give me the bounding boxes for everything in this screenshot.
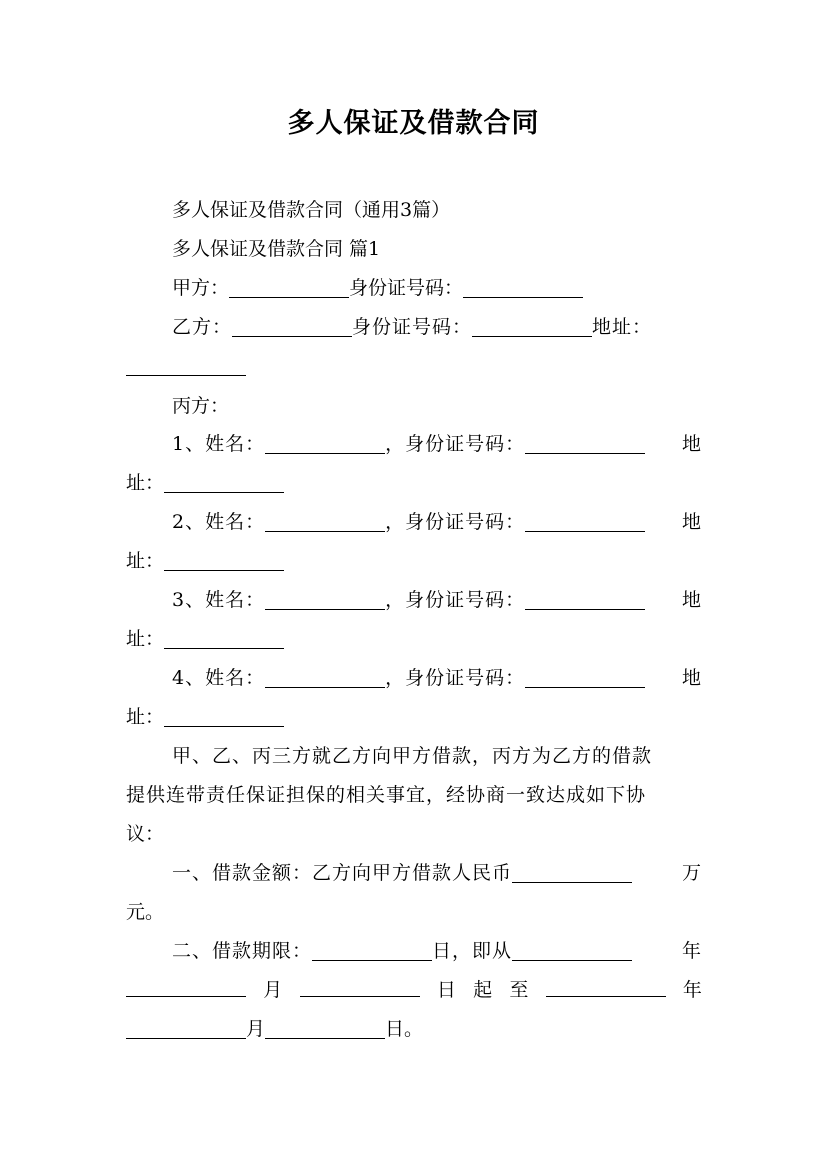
guarantor-1-line [126, 424, 702, 464]
party-b-addr-blank [126, 349, 246, 376]
guarantor-2-line [126, 502, 702, 542]
guarantor-no: 4 [172, 667, 186, 689]
party-b-id-blank [472, 310, 592, 337]
zhi-label: 至 [509, 979, 529, 1001]
year-label: 年 [681, 940, 702, 962]
qi-label: 起 [473, 979, 493, 1001]
id-label: ，身份证号码： [385, 511, 526, 533]
addr-label-a: 地 [681, 433, 702, 455]
day-label: 日。 [385, 1018, 424, 1040]
addr-label-a: 地 [681, 511, 702, 533]
addr-label-b: 址： [126, 550, 165, 572]
party-a-id-label: 身份证号码： [349, 277, 464, 299]
intro-line-2: 提供连带责任保证担保的相关事宜，经协商一致达成如下协 [126, 784, 647, 806]
clause-1-end: 元。 [126, 901, 165, 923]
start-month-blank [126, 970, 246, 997]
party-a-name-blank [229, 271, 349, 298]
clause-2-line-3 [126, 1009, 702, 1049]
party-b-label: 乙方： [172, 316, 233, 338]
clause-2-text: 二、借款期限： [172, 940, 313, 962]
start-year-blank [512, 934, 632, 961]
guarantor-4-line [126, 658, 702, 698]
days-blank [312, 934, 432, 961]
end-month-blank [126, 1012, 246, 1039]
from-label: ，即从 [452, 940, 513, 962]
guarantor-2-addr-line [126, 541, 702, 581]
name-blank [265, 427, 385, 454]
addr-label-b: 址： [126, 706, 165, 728]
clause-2-line-2 [126, 970, 702, 1010]
name-label: 、姓名： [185, 511, 266, 533]
clause-1-line [126, 853, 702, 893]
clause-2-line [126, 931, 702, 971]
party-c-label: 丙方： [172, 395, 230, 417]
guarantor-no: 1 [172, 433, 186, 455]
month-label: 月 [263, 979, 283, 1001]
party-a-label: 甲方： [172, 277, 230, 299]
start-day-blank [300, 970, 420, 997]
end-year-blank [546, 970, 666, 997]
id-blank [525, 505, 645, 532]
clause-1-unit: 万 [681, 862, 702, 884]
addr-blank [164, 622, 284, 649]
id-blank [525, 583, 645, 610]
party-b-name-blank [232, 310, 352, 337]
party-b-line [126, 307, 702, 347]
amount-blank [512, 856, 632, 883]
section-heading: 多人保证及借款合同 篇1 [172, 238, 381, 260]
party-b-id-label: 身份证号码： [352, 316, 473, 338]
intro-line-1: 甲、乙、丙三方就乙方向甲方借款，丙方为乙方的借款 [172, 745, 653, 767]
addr-label-b: 址： [126, 628, 165, 650]
month-label: 月 [246, 1018, 266, 1040]
addr-label-a: 地 [681, 667, 702, 689]
subtitle: 多人保证及借款合同（通用3篇） [172, 199, 451, 221]
clause-1-text: 一、借款金额：乙方向甲方借款人民币 [172, 862, 513, 884]
addr-blank [164, 544, 284, 571]
addr-blank [164, 466, 284, 493]
guarantor-no: 2 [172, 511, 186, 533]
guarantor-4-addr-line [126, 697, 702, 737]
name-label: 、姓名： [185, 433, 266, 455]
party-a-id-blank [463, 271, 583, 298]
guarantor-3-line [126, 580, 702, 620]
id-blank [525, 427, 645, 454]
day-label: 日 [432, 940, 453, 962]
addr-label-a: 地 [681, 589, 702, 611]
day-label: 日 [436, 979, 456, 1001]
name-label: 、姓名： [185, 589, 266, 611]
name-blank [265, 505, 385, 532]
intro-line-3: 议： [126, 823, 165, 845]
end-day-blank [265, 1012, 385, 1039]
name-blank [265, 661, 385, 688]
id-label: ，身份证号码： [385, 589, 526, 611]
id-label: ，身份证号码： [385, 667, 526, 689]
addr-blank [164, 700, 284, 727]
year-label: 年 [682, 979, 702, 1001]
id-blank [525, 661, 645, 688]
name-blank [265, 583, 385, 610]
id-label: ，身份证号码： [385, 433, 526, 455]
document-title: 多人保证及借款合同 [287, 108, 540, 139]
guarantor-no: 3 [172, 589, 186, 611]
party-b-addr-label: 地址： [592, 316, 653, 338]
guarantor-3-addr-line [126, 619, 702, 659]
name-label: 、姓名： [185, 667, 266, 689]
party-b-addr-line [126, 346, 702, 386]
party-a-line [126, 268, 702, 308]
addr-label-b: 址： [126, 472, 165, 494]
guarantor-1-addr-line [126, 463, 702, 503]
